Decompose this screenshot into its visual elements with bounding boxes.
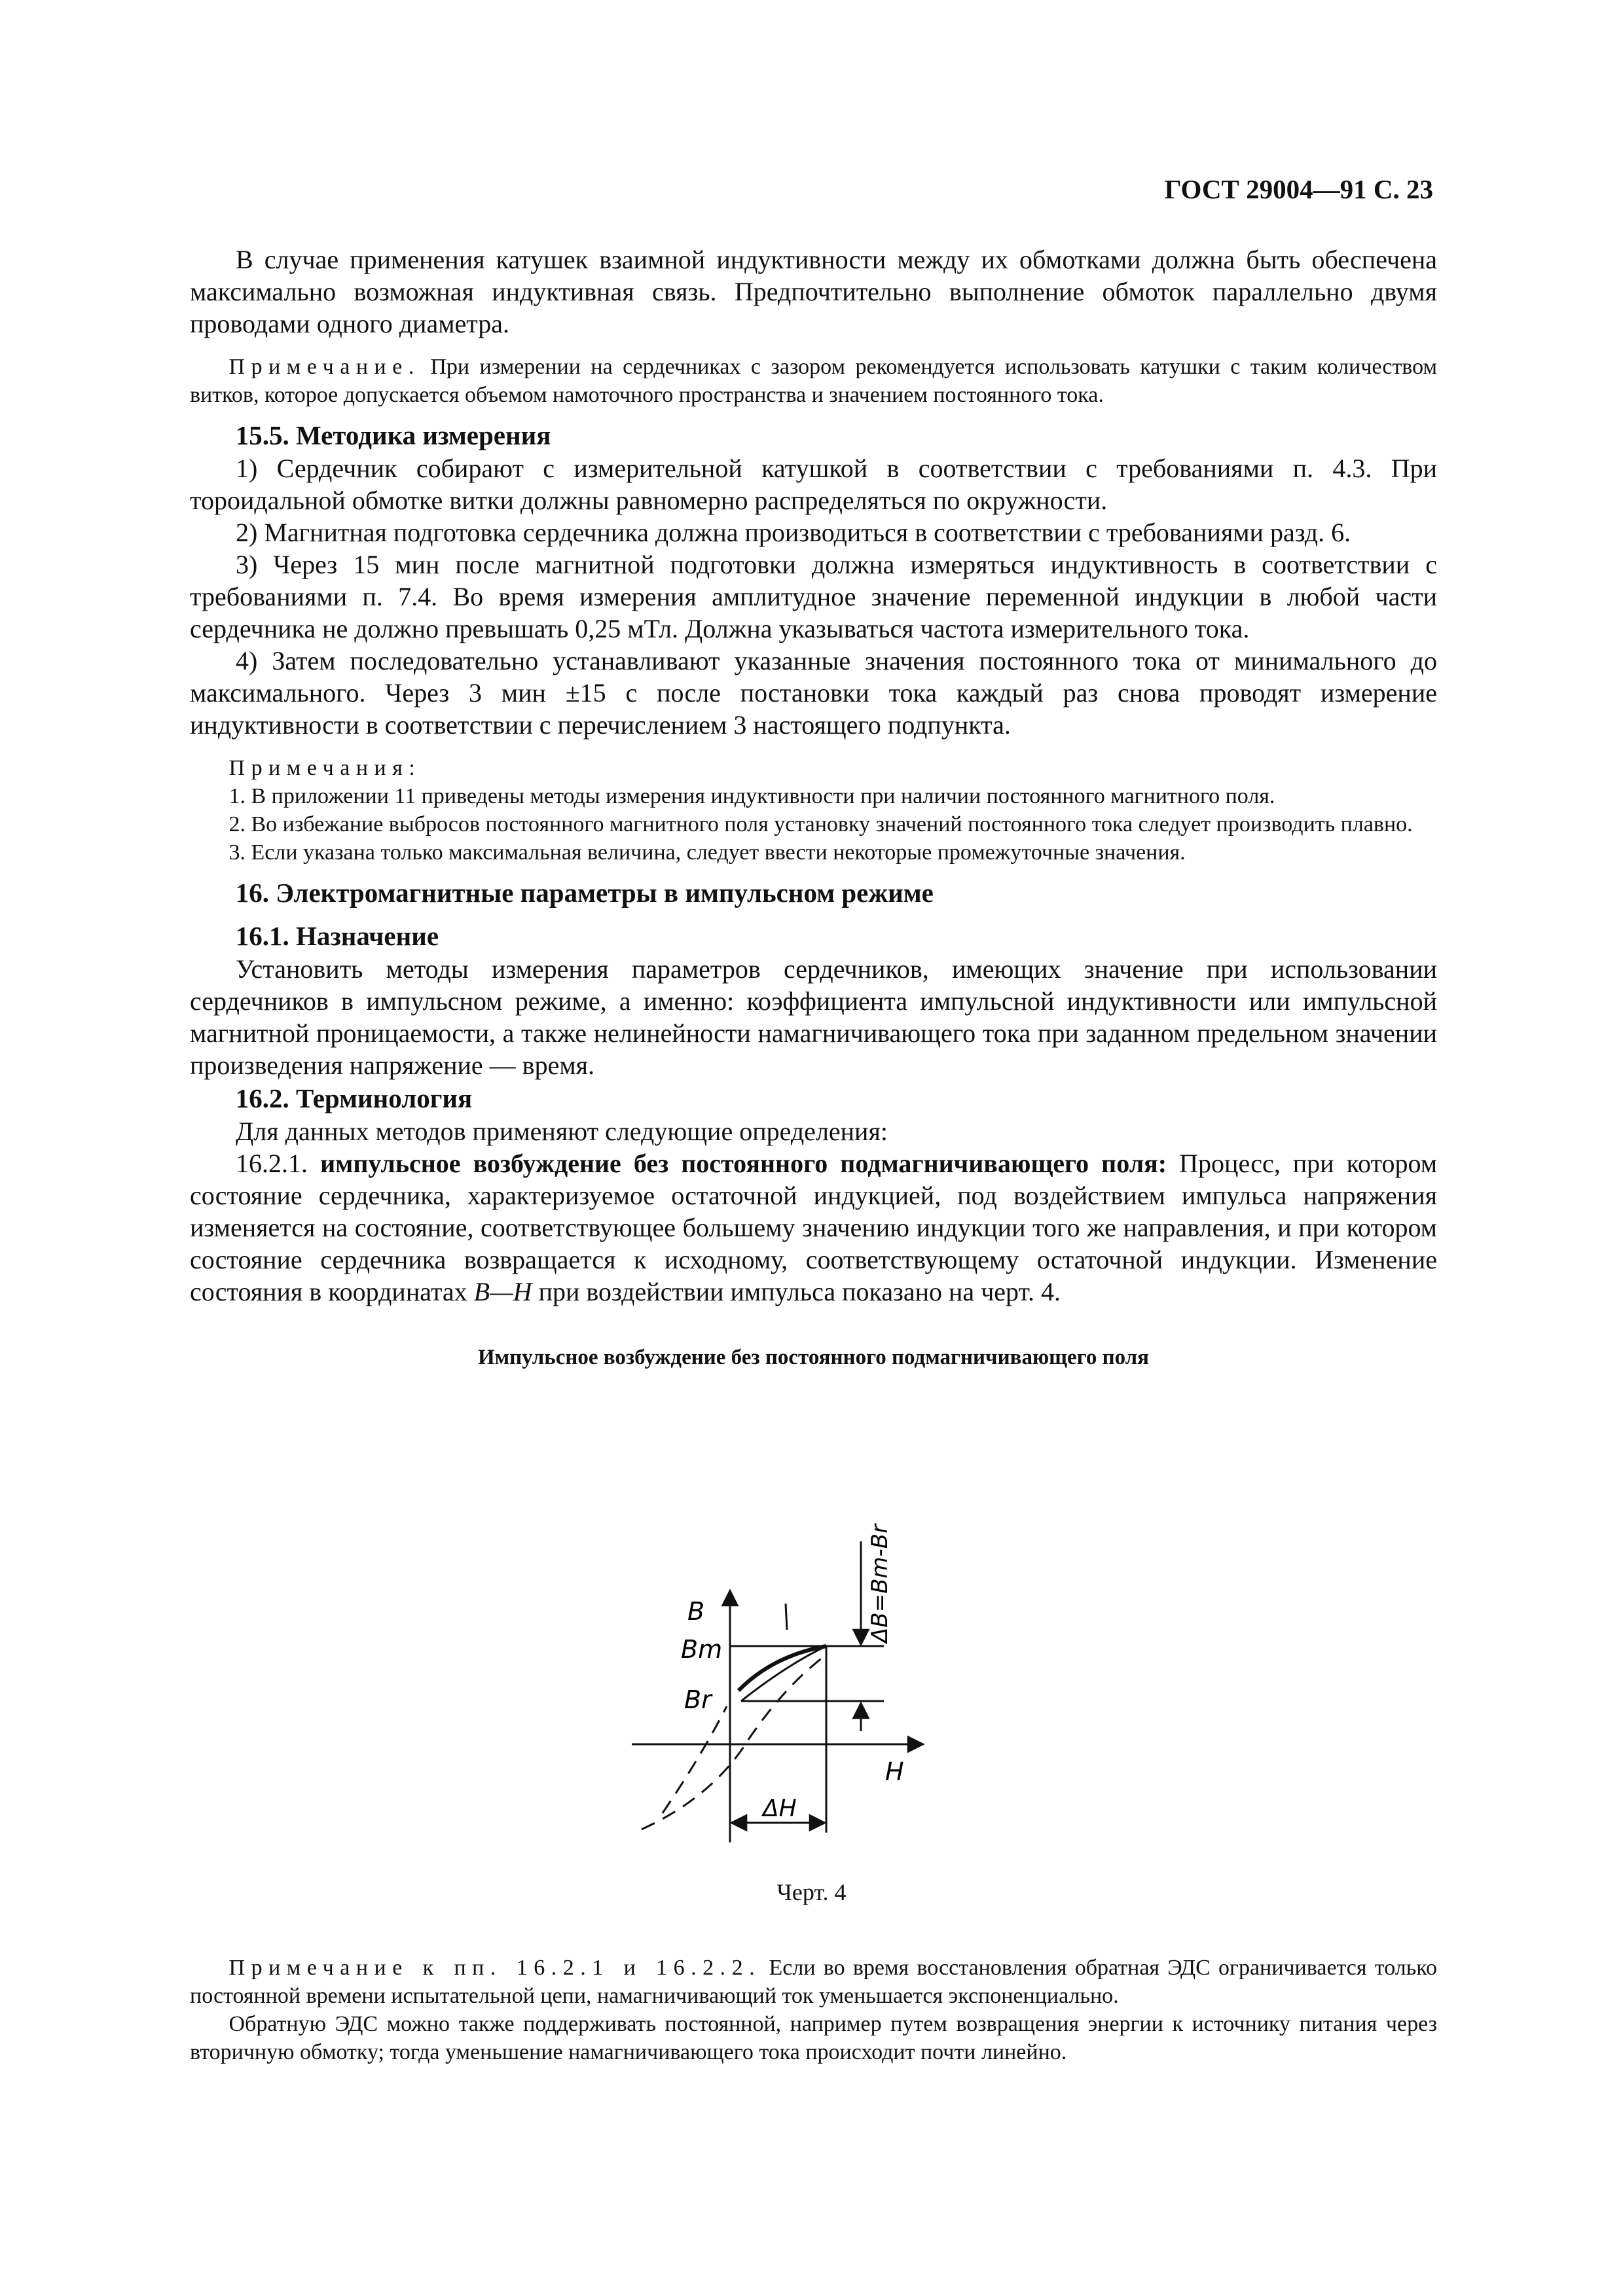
notes-label-text: Примечания: bbox=[228, 756, 422, 780]
paragraph: Для данных методов применяют следующие определения: bbox=[236, 1117, 888, 1146]
definition-number: 16.2.1. bbox=[236, 1149, 308, 1178]
page-header: ГОСТ 29004—91 С. 23 bbox=[1164, 174, 1433, 204]
note-label: Примечание. bbox=[228, 355, 420, 379]
section-heading: 15.5. Методика измерения bbox=[235, 420, 551, 450]
label-axis-b: B bbox=[687, 1597, 705, 1626]
bh-diagram bbox=[589, 1522, 956, 1856]
notes-label bbox=[190, 754, 1437, 782]
list-item: 4) Затем последовательно устанавливают указанные значения постоянного тока от минимального до максимального. Через 3 мин ±15 с после постановки тока каждый раз снова проводят измерение индуктивности в соответствии с перечислением 3 настоящего подпункта. bbox=[190, 646, 1437, 740]
list-item: 1) Сердечник собирают с измерительной катушкой в соответствии с требованиями п. 4.3. При тороидальной обмотке витки должны равномерно распределяться по окружности. bbox=[190, 454, 1437, 515]
roman-mark bbox=[786, 1604, 787, 1630]
closing-text bbox=[190, 1954, 1437, 2066]
label-delta-b: ΔB=Bm-Br bbox=[867, 1524, 893, 1643]
note bbox=[190, 353, 1437, 409]
definition bbox=[190, 1147, 1437, 1308]
definition-text-end: при воздействии импульса показано на черт. 4. bbox=[538, 1277, 1061, 1306]
paragraph: В случае применения катушек взаимной индуктивности между их обмотками должна быть обеспечена максимально возможная индуктивная связь. Предпочтительно выполнение обмоток параллельно двумя проводами одного диаметра. bbox=[190, 245, 1437, 338]
note-item: 2. Во избежание выбросов постоянного магнитного поля установку значений постоянного тока следует производить плавно. bbox=[228, 812, 1413, 836]
list-item: 3) Через 15 мин после магнитной подготовки должна измеряться индуктивность в соответствии с требованиями п. 7.4. Во время измерения амплитудное значение переменной индукции в любой части сердечника не должно превышать 0,25 мТл. Должна указываться частота измерительного тока. bbox=[190, 550, 1437, 643]
label-bm bbox=[681, 1635, 722, 1664]
coordinate-label: B—H bbox=[473, 1277, 532, 1306]
paragraph: Установить методы измерения параметров сердечников, имеющих значение при использовании сердечников в импульсном режиме, а именно: коэффициента импульсной индуктивности или импульсной магнитной проницаемости, а также нелинейности намагничивающего тока при заданном предельном значении произведения напряжение — время. bbox=[190, 954, 1437, 1080]
note-item: 3. Если указана только максимальная величина, следует ввести некоторые промежуточные значения. bbox=[228, 840, 1186, 865]
section-heading: 16. Электромагнитные параметры в импульсном режиме bbox=[235, 878, 934, 908]
label-delta-h: ΔH bbox=[763, 1795, 797, 1822]
figure-note bbox=[190, 1954, 1437, 2010]
list-item: 2) Магнитная подготовка сердечника должна производиться в соответствии с требованиями разд. 6. bbox=[236, 518, 1351, 547]
bm-text: Bm bbox=[681, 1635, 723, 1664]
paragraph: Обратную ЭДС можно также поддерживать постоянной, например путем возвращения энергии к источнику питания через вторичную обмотку; тогда уменьшение намагничивающего тока происходит почти линейно. bbox=[190, 2012, 1437, 2064]
figure-note-label: Примечание к пп. 16.2.1 и 16.2.2. bbox=[228, 1956, 761, 1980]
definition-text: Процесс, при котором состояние сердечника, характеризуемое остаточной индукцией, под воздействием импульса напряжения изменяется на состояние, соответствующее большему значению индукции того же направления, и при котором состояние сердечника возвращается к исходному, соответствующему остаточной индукции. Изменение состояния в координатах bbox=[190, 1149, 1438, 1306]
label-br bbox=[684, 1685, 713, 1714]
dashed-upper-branch bbox=[663, 1706, 727, 1813]
section-heading: 16.2. Терминология bbox=[235, 1083, 473, 1113]
label-axis-h: H bbox=[885, 1757, 904, 1786]
definition-term: импульсное возбуждение без постоянного подмагничивающего поля: bbox=[320, 1149, 1167, 1178]
main-text bbox=[190, 243, 1437, 1370]
section-heading: 16.1. Назначение bbox=[235, 921, 439, 951]
note-text: При измерении на сердечниках с зазором рекомендуется использовать катушки с таким количеством витков, которое допускается объемом намоточного пространства и значением постоянного тока. bbox=[190, 355, 1437, 407]
br-text: Br bbox=[684, 1685, 712, 1714]
figure-note-text: Если во время восстановления обратная ЭДС ограничивается только постоянной времени испытательной цепи, намагничивающий ток уменьшается экспоненциально. bbox=[190, 1956, 1438, 2008]
figure-title: Импульсное возбуждение без постоянного подмагничивающего поля bbox=[477, 1346, 1150, 1369]
note-item: 1. В приложении 11 приведены методы измерения индуктивности при наличии постоянного магнитного поля. bbox=[228, 784, 1275, 808]
figure-caption: Черт. 4 bbox=[776, 1879, 847, 1905]
